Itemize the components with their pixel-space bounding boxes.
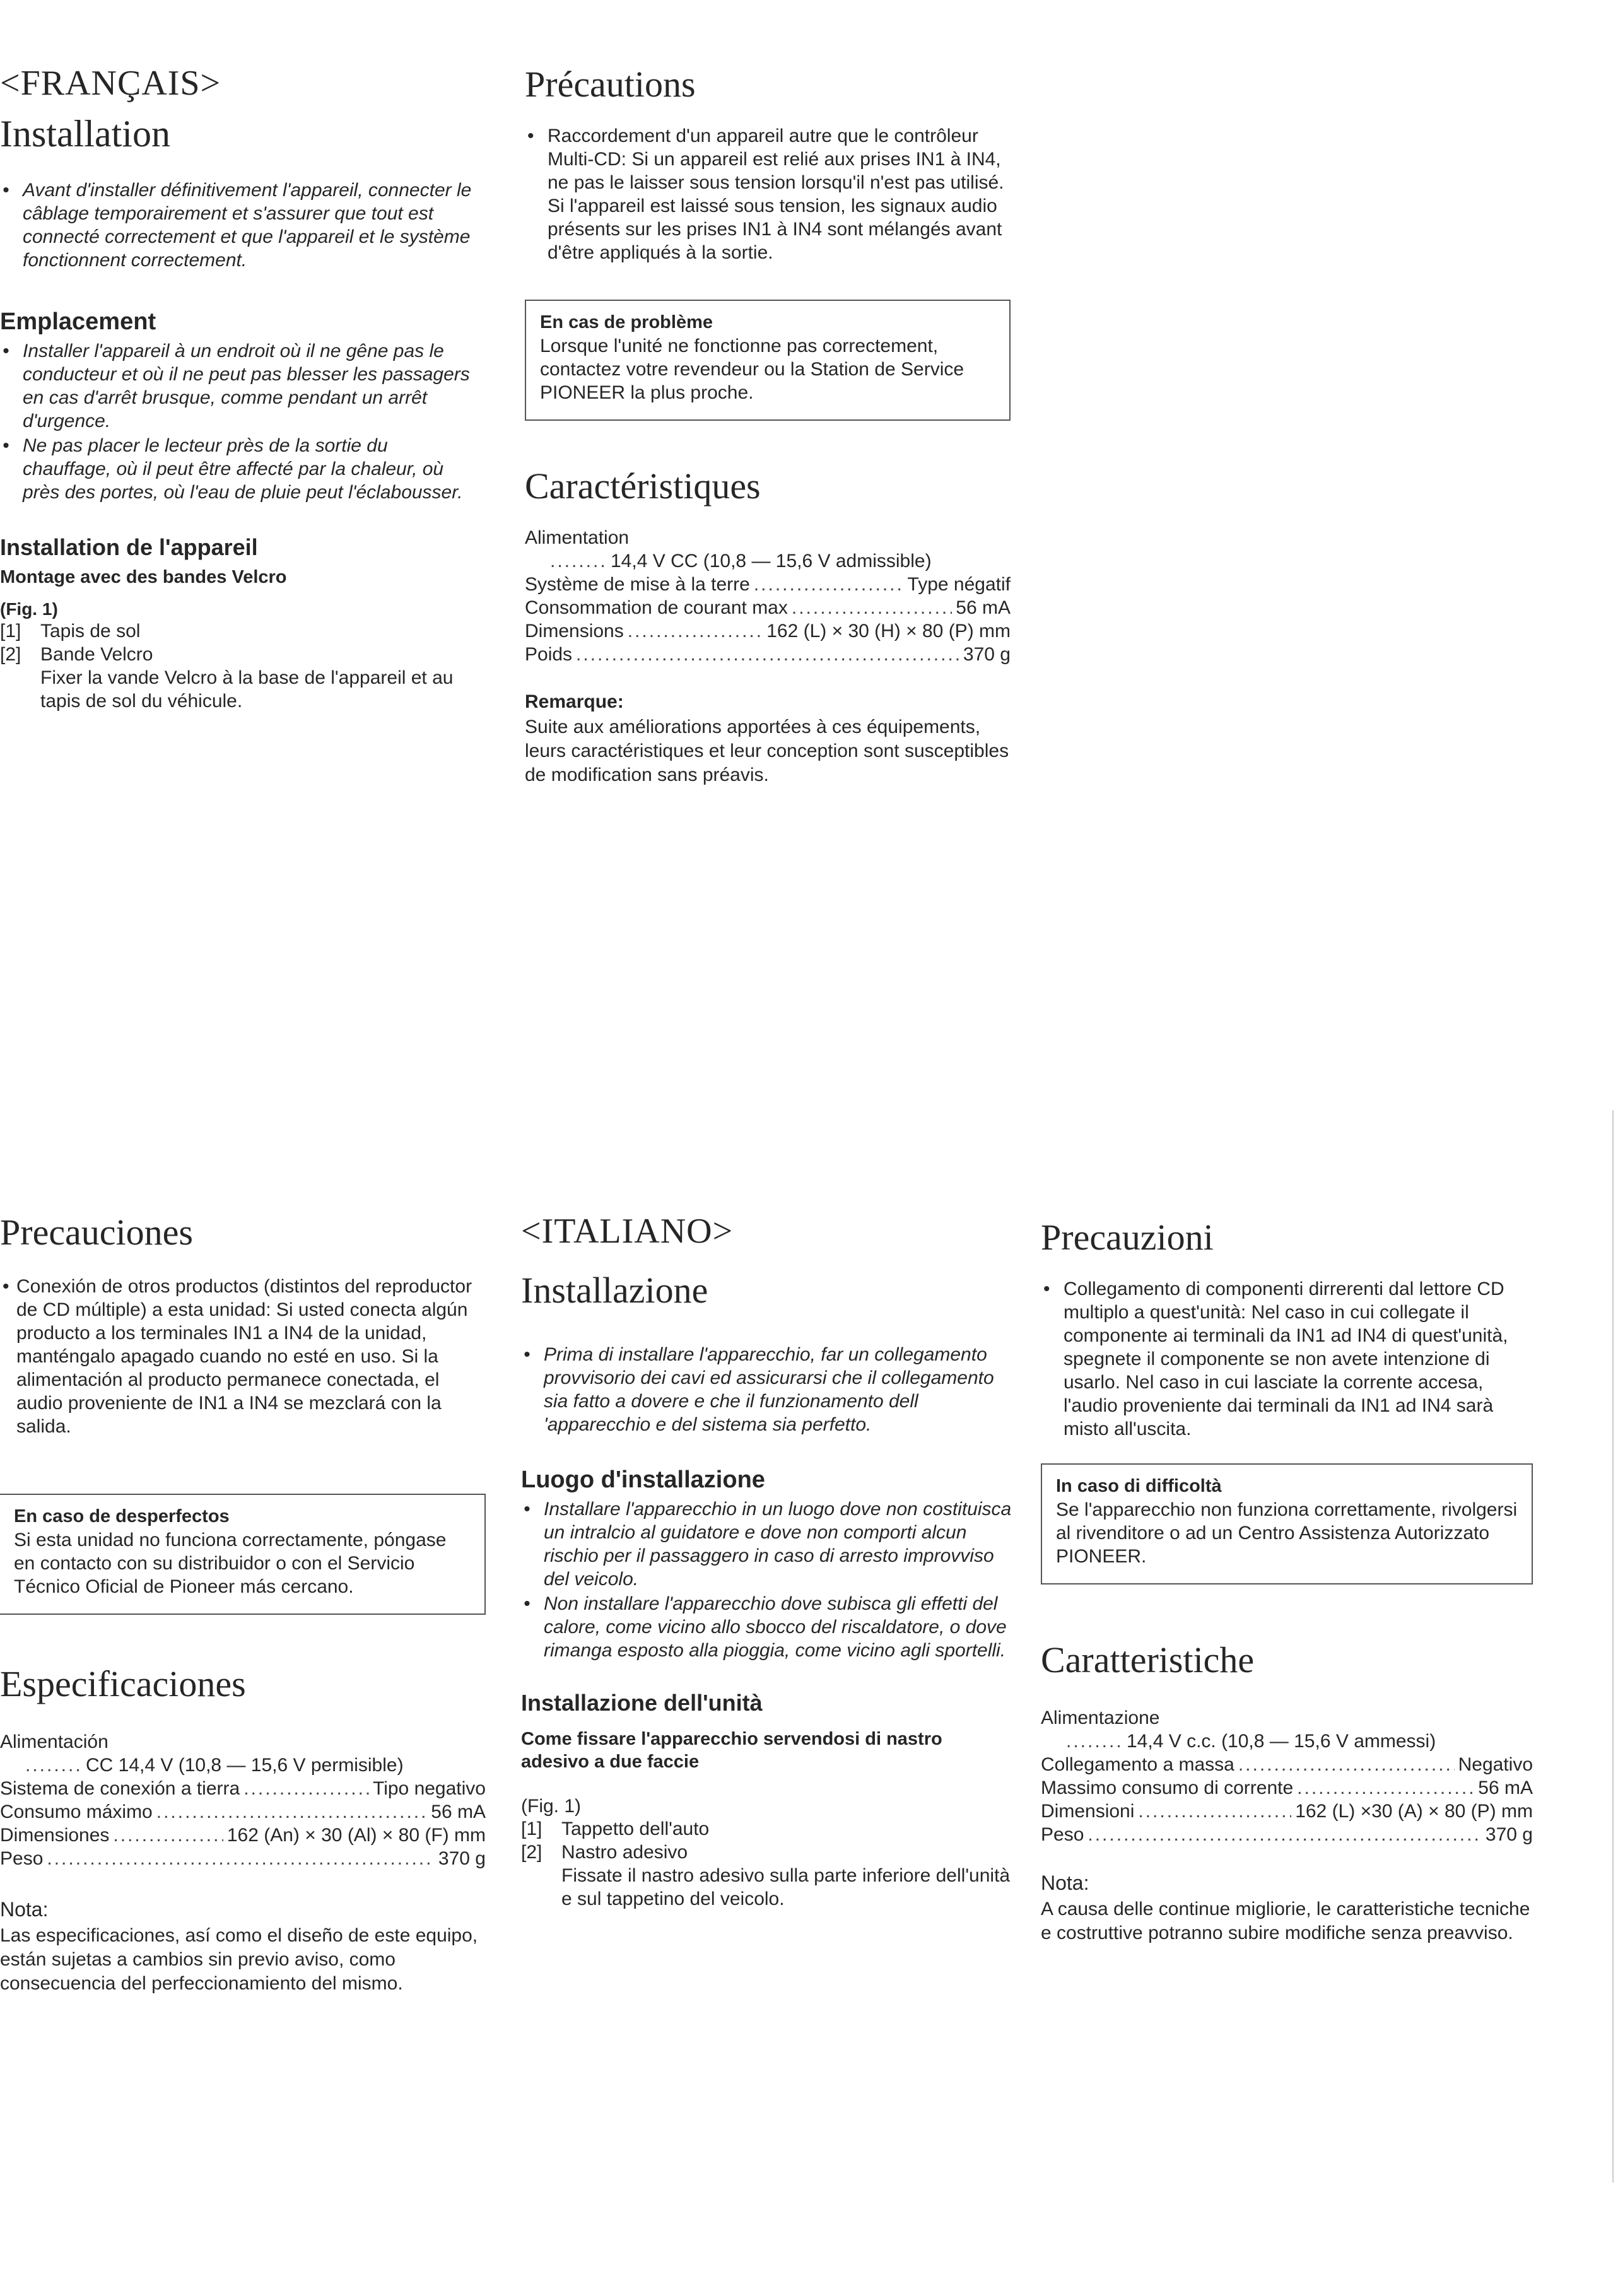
fr-mount-title: Montage avec des bandes Velcro <box>0 567 287 587</box>
es-spec-power: ..... CC 14,4 V (10,8 — 15,6 V permisible) <box>0 1754 486 1777</box>
fr-trouble-box <box>525 300 1011 421</box>
fr-spec-power-label: Alimentation <box>525 527 630 548</box>
it-mount-title: Come fissare l'apparecchio servendosi di nastro adesivo a due faccie <box>521 1729 942 1772</box>
it-spec-power: ..... 14,4 V c.c. (10,8 — 15,6 V ammessi) <box>1041 1730 1533 1753</box>
es-trouble-body: Si esta unidad no funciona correctamente, póngase en contacto con su distribuidor o con el Servicio Técnico Oficial de Pioneer más cercano. <box>14 1530 447 1597</box>
fr-remark-body: Suite aux améliorations apportées à ces équipements, leurs caractéristiques et leur conception sont susceptibles de modification sans préavis. <box>525 717 1009 785</box>
es-trouble-title: En caso de desperfectos <box>14 1506 230 1526</box>
it-spec-current: Massimo consumo di corrente ..... 56 mA <box>1041 1776 1533 1800</box>
fr-precautions-title: Précautions <box>525 64 696 105</box>
it-language-heading: <ITALIANO> <box>521 1212 734 1251</box>
fr-trouble-title: En cas de problème <box>540 312 713 332</box>
fr-item-note: Fixer la vande Velcro à la base de l'appareil et au tapis de sol du véhicule. <box>40 667 454 712</box>
es-note-title: Nota: <box>0 1898 49 1921</box>
list-item: • Conexión de otros productos (distintos del reproductor de CD múltiple) a esta unidad: Si usted conecta algún producto a los terminales IN1 a IN4 de la unidad, manténgalo apagado cuando no esté en uso. Si la alimentación al producto permanece conectada, el audio proveniente de IN1 a IN4 se mezclará con la salida. <box>0 1275 486 1438</box>
es-spec-weight: Peso ..... 370 g <box>0 1847 486 1870</box>
it-item-1: [1] Tappetto dell'auto <box>521 1819 710 1839</box>
es-note-body: Las especificaciones, así como el diseño de este equipo, están sujetas a cambios sin previo aviso, como consecuencia del perfeccionamiento del mismo. <box>0 1925 478 1994</box>
it-item-2: [2] Nastro adesivo <box>521 1842 688 1863</box>
it-figure-ref: (Fig. 1) <box>521 1796 582 1817</box>
es-spec-current: Consumo máximo ..... 56 mA <box>0 1800 486 1824</box>
it-installation-title: Installazione <box>521 1270 708 1311</box>
es-specs-title: Especificaciones <box>0 1663 246 1704</box>
it-luogo-title: Luogo d'installazione <box>521 1467 765 1493</box>
it-specs-title: Caratteristiche <box>1041 1639 1255 1680</box>
fr-precautions-bullets <box>525 124 1011 264</box>
it-spec-ground: Collegamento a massa ..... Negativo <box>1041 1753 1533 1776</box>
it-spec-power-label: Alimentazione <box>1041 1707 1160 1728</box>
it-trouble-title: In caso di difficoltà <box>1056 1476 1222 1496</box>
it-installation-column <box>521 1211 1013 1911</box>
fr-emplacement-title: Emplacement <box>0 308 156 335</box>
es-trouble-box <box>0 1494 486 1615</box>
list-item: • Collegamento di componenti dirrerenti dal lettore CD multiplo a quest'unità: Nel caso in cui collegate il componente ai terminali da IN1 ad IN4 di quest'unità, spegnete il componente se non avete intenzione di usarlo. Nel caso in cui lasciate la corrente accesa, l'audio proveniente dai terminali da IN1 ad IN4 sarà misto all'uscita. <box>1041 1277 1533 1441</box>
it-installation-bullets <box>521 1343 1013 1436</box>
it-trouble-box <box>1041 1463 1533 1584</box>
it-note-title: Nota: <box>1041 1871 1089 1894</box>
page-edge-rule <box>1612 1110 1614 2182</box>
fr-specs-table <box>525 526 1011 666</box>
es-spec-ground: Sistema de conexión a tierra ..... Tipo negativo <box>0 1777 486 1800</box>
es-specs-table <box>0 1730 486 1870</box>
fr-remark-title: Remarque: <box>525 691 624 712</box>
fr-unit-install-title: Installation de l'appareil <box>0 534 258 560</box>
es-column <box>0 1211 486 1996</box>
it-precautions-bullets <box>1041 1277 1533 1441</box>
fr-precautions-column <box>525 63 1011 787</box>
it-spec-weight: Peso ..... 370 g <box>1041 1823 1533 1846</box>
list-item: • Non installare l'apparecchio dove subisca gli effetti del calore, come vicino allo sbocco del riscaldatore, o dove rimanga esposto alla pioggia, come vicino agli sportelli. <box>521 1592 1013 1662</box>
es-spec-power-label: Alimentación <box>0 1731 108 1752</box>
it-luogo-bullets <box>521 1497 1013 1662</box>
fr-language-heading: <FRANÇAIS> <box>0 64 221 103</box>
es-spec-dimensions: Dimensiones ..... 162 (An) × 30 (Al) × 80 (F) mm <box>0 1824 486 1847</box>
fr-trouble-body: Lorsque l'unité ne fonctionne pas correctement, contactez votre revendeur ou la Station de Service PIONEER la plus proche. <box>540 336 964 403</box>
es-precautions-bullets <box>0 1275 486 1438</box>
fr-spec-power: ..... 14,4 V CC (10,8 — 15,6 V admissible) <box>525 549 1011 573</box>
list-item: • Raccordement d'un appareil autre que le contrôleur Multi-CD: Si un appareil est relié aux prises IN1 à IN4, ne pas le laisser sous tension lorsqu'il n'est pas utilisé. Si l'appareil est laissé sous tension, les signaux audio présents sur les prises IN1 à IN4 sont mélangés avant d'être appliqués à la sortie. <box>525 124 1011 264</box>
fr-spec-weight: Poids ..... 370 g <box>525 643 1011 666</box>
fr-installation-column <box>0 63 479 713</box>
fr-item-1: [1] Tapis de sol <box>0 621 141 641</box>
it-spec-dimensions: Dimensioni ..... 162 (L) ×30 (A) × 80 (P) mm <box>1041 1800 1533 1823</box>
fr-emplacement-bullets <box>0 339 479 504</box>
it-trouble-body: Se l'apparecchio non funziona correttamente, rivolgersi al rivenditore o ad un Centro Assistenza Autorizzato PIONEER. <box>1056 1499 1518 1567</box>
list-item: • Prima di installare l'apparecchio, far un collegamento provvisorio dei cavi ed assicurarsi che il collegamento sia fatto a dovere e che il funzionamento dell 'apparecchio e del sistema sia perfetto. <box>521 1343 1013 1436</box>
fr-spec-dimensions: Dimensions ..... 162 (L) × 30 (H) × 80 (P) mm <box>525 619 1011 643</box>
list-item: • Ne pas placer le lecteur près de la sortie du chauffage, où il peut être affecté par la chaleur, où près des portes, où l'eau de pluie peut l'éclabousser. <box>0 434 479 504</box>
it-note-body: A causa delle continue migliorie, le caratteristiche tecniche e costruttive potranno subire modifiche senza preavviso. <box>1041 1899 1530 1943</box>
it-precautions-column <box>1041 1211 1533 1945</box>
es-precautions-title: Precauciones <box>0 1212 193 1253</box>
fr-spec-ground: Système de mise à la terre ..... Type négatif <box>525 573 1011 596</box>
it-precautions-title: Precauzioni <box>1041 1217 1214 1258</box>
list-item: • Avant d'installer définitivement l'appareil, connecter le câblage temporairement et s'assurer que tout est connecté correctement et que l'appareil et le système fonctionnent correctement. <box>0 179 479 272</box>
fr-item-2: [2] Bande Velcro <box>0 644 153 665</box>
fr-figure-ref: (Fig. 1) <box>0 599 58 619</box>
fr-spec-current: Consommation de courant max ..... 56 mA <box>525 596 1011 619</box>
it-specs-table <box>1041 1706 1533 1846</box>
list-item: • Installare l'apparecchio in un luogo dove non costituisca un intralcio al guidatore e dove non comporti alcun rischio per il passaggero in caso di arresto improvviso del veicolo. <box>521 1497 1013 1591</box>
fr-installation-bullets <box>0 179 479 272</box>
fr-installation-title: Installation <box>0 113 170 155</box>
fr-specs-title: Caractéristiques <box>525 466 761 507</box>
it-item-note: Fissate il nastro adesivo sulla parte inferiore dell'unità e sul tappetino del veicolo. <box>561 1865 1011 1909</box>
it-unit-install-title: Installazione dell'unità <box>521 1690 763 1716</box>
list-item: • Installer l'appareil à un endroit où il ne gêne pas le conducteur et où il ne peut pas blesser les passagers en cas d'arrêt brusque, comme pendant un arrêt d'urgence. <box>0 339 479 433</box>
